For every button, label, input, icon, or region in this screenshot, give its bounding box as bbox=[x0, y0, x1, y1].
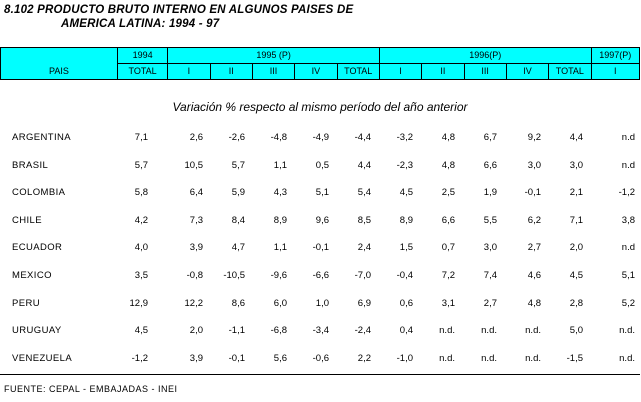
table-cell: -4,4 bbox=[354, 132, 371, 143]
table-cell: 0,6 bbox=[399, 297, 413, 309]
table-cell: 4,4 bbox=[357, 159, 371, 171]
table-title bbox=[4, 3, 353, 31]
table-cell: 7,1 bbox=[569, 214, 583, 226]
title-line-1: 8.102 PRODUCTO BRUTO INTERNO EN ALGUNOS PAISES DE bbox=[4, 4, 354, 16]
table-cell: 3,9 bbox=[189, 352, 203, 364]
table-cell: 8,5 bbox=[357, 214, 371, 226]
table-cell: -9,6 bbox=[270, 269, 287, 281]
table-cell: -6,8 bbox=[270, 325, 287, 337]
table-cell: 7,3 bbox=[189, 214, 203, 226]
table-cell: n.d. bbox=[525, 325, 541, 337]
table-cell: 5,4 bbox=[357, 187, 371, 199]
header-1995-q4: IV bbox=[295, 64, 337, 80]
country-name: ECUADOR bbox=[12, 242, 63, 254]
table-cell: n.d bbox=[621, 159, 635, 171]
table-cell: 2,4 bbox=[357, 242, 371, 254]
table-cell: 8,9 bbox=[399, 214, 413, 226]
table-cell: 4,8 bbox=[527, 297, 541, 309]
country-name: VENEZUELA bbox=[12, 352, 73, 364]
country-name: ARGENTINA bbox=[12, 132, 72, 143]
table-cell: 7,4 bbox=[483, 269, 497, 281]
table-row bbox=[0, 152, 640, 180]
table-cell: 5,1 bbox=[315, 187, 329, 199]
table-cell: -0,1 bbox=[312, 242, 329, 254]
table-cell: 4,8 bbox=[441, 132, 455, 143]
table-cell: -7,0 bbox=[354, 269, 371, 281]
table-cell: 4,8 bbox=[441, 159, 455, 171]
table-cell: 6,6 bbox=[483, 159, 497, 171]
table-cell: -1,5 bbox=[566, 352, 583, 364]
table-cell: -3,4 bbox=[312, 325, 329, 337]
table-cell: 3,0 bbox=[527, 159, 541, 171]
table-cell: -0,8 bbox=[186, 269, 203, 281]
table-cell: -4,9 bbox=[312, 132, 329, 143]
table-cell: 4,0 bbox=[134, 242, 148, 254]
table-cell: n.d. bbox=[439, 325, 455, 337]
table-cell: -2,4 bbox=[354, 325, 371, 337]
country-name: CHILE bbox=[12, 214, 42, 226]
header-pais: PAIS bbox=[1, 64, 118, 80]
table-cell: 2,0 bbox=[189, 325, 203, 337]
table-cell: -0,4 bbox=[396, 269, 413, 281]
table-cell: 2,1 bbox=[569, 187, 583, 199]
table-cell: -6,6 bbox=[312, 269, 329, 281]
table-cell: 2,7 bbox=[527, 242, 541, 254]
header-1995-q2: II bbox=[210, 64, 252, 80]
title-line-2: AMERICA LATINA: 1994 - 97 bbox=[61, 18, 220, 30]
table-cell: n.d. bbox=[439, 352, 455, 364]
header-1996-q1: I bbox=[379, 64, 421, 80]
table-cell: -4,8 bbox=[270, 132, 287, 143]
table-cell: 3,8 bbox=[621, 214, 635, 226]
table-cell: -1,0 bbox=[396, 352, 413, 364]
footer-divider bbox=[0, 374, 640, 375]
table-cell: 3,5 bbox=[134, 269, 148, 281]
table-cell: 2,2 bbox=[357, 352, 371, 364]
table-row bbox=[0, 290, 640, 318]
table-cell: n.d. bbox=[619, 325, 635, 337]
table-cell: 6,2 bbox=[527, 214, 541, 226]
table-cell: 6,6 bbox=[441, 214, 455, 226]
country-name: PERU bbox=[12, 297, 40, 309]
table-subtitle: Variación % respecto al mismo período del año anterior bbox=[172, 100, 468, 114]
header-year-1997: 1997(P) bbox=[591, 48, 639, 64]
header-pais-top bbox=[1, 48, 118, 64]
header-year-1996: 1996(P) bbox=[379, 48, 591, 64]
table-cell: n.d. bbox=[481, 352, 497, 364]
table-cell: 5,8 bbox=[134, 187, 148, 199]
table-cell: -2,3 bbox=[396, 159, 413, 171]
table-cell: 0,7 bbox=[441, 242, 455, 254]
table-cell: 5,7 bbox=[134, 159, 148, 171]
table-cell: -1,2 bbox=[618, 187, 635, 199]
table-cell: 2,0 bbox=[569, 242, 583, 254]
header-1995-q1: I bbox=[168, 64, 210, 80]
table-cell: -2,6 bbox=[228, 132, 245, 143]
header-1995-q3: III bbox=[252, 64, 294, 80]
table-cell: -0,1 bbox=[228, 352, 245, 364]
table-body bbox=[0, 124, 640, 372]
table-cell: 4,5 bbox=[134, 325, 148, 337]
table-row bbox=[0, 262, 640, 290]
table-cell: 6,9 bbox=[357, 297, 371, 309]
header-1994-total: TOTAL bbox=[117, 64, 167, 80]
table-cell: 3,0 bbox=[569, 159, 583, 171]
table-cell: 4,5 bbox=[399, 187, 413, 199]
table-header bbox=[0, 47, 640, 81]
table-cell: 8,6 bbox=[231, 297, 245, 309]
table-cell: 5,1 bbox=[621, 269, 635, 281]
table-cell: -1,2 bbox=[131, 352, 148, 364]
table-cell: 7,2 bbox=[441, 269, 455, 281]
country-name: URUGUAY bbox=[12, 325, 62, 337]
table-row bbox=[0, 207, 640, 235]
table-cell: 0,5 bbox=[315, 159, 329, 171]
header-year-1995: 1995 (P) bbox=[168, 48, 380, 64]
table-cell: 0,4 bbox=[399, 325, 413, 337]
table-cell: 5,0 bbox=[569, 325, 583, 337]
header-1997-q1: I bbox=[591, 64, 639, 80]
header-1996-total: TOTAL bbox=[549, 64, 591, 80]
table-cell: 1,9 bbox=[483, 187, 497, 199]
source-note: FUENTE: CEPAL - EMBAJADAS - INEI bbox=[4, 384, 178, 394]
table-cell: 12,2 bbox=[184, 297, 203, 309]
table-cell: n.d. bbox=[619, 352, 635, 364]
table-cell: 4,3 bbox=[273, 187, 287, 199]
table-cell: -3,2 bbox=[396, 132, 413, 143]
table-row bbox=[0, 317, 640, 345]
country-name: MEXICO bbox=[12, 269, 52, 281]
table-cell: 2,6 bbox=[189, 132, 203, 143]
table-cell: -0,1 bbox=[524, 187, 541, 199]
table-cell: 6,0 bbox=[273, 297, 287, 309]
table-cell: 5,2 bbox=[621, 297, 635, 309]
table-cell: 6,4 bbox=[189, 187, 203, 199]
table-cell: 6,7 bbox=[483, 132, 497, 143]
table-cell: 3,1 bbox=[441, 297, 455, 309]
table-cell: n.d. bbox=[525, 352, 541, 364]
table-cell: 9,2 bbox=[527, 132, 541, 143]
header-1995-total: TOTAL bbox=[337, 64, 379, 80]
header-1996-q3: III bbox=[464, 64, 506, 80]
table-cell: 5,7 bbox=[231, 159, 245, 171]
table-row bbox=[0, 234, 640, 262]
table-cell: 1,1 bbox=[273, 242, 287, 254]
table-cell: 2,5 bbox=[441, 187, 455, 199]
table-row bbox=[0, 124, 640, 152]
table-cell: 12,9 bbox=[129, 297, 148, 309]
table-cell: 9,6 bbox=[315, 214, 329, 226]
header-1996-q4: IV bbox=[506, 64, 548, 80]
header-1996-q2: II bbox=[422, 64, 464, 80]
table-cell: 8,4 bbox=[231, 214, 245, 226]
table-cell: 1,5 bbox=[399, 242, 413, 254]
table-cell: 8,9 bbox=[273, 214, 287, 226]
table-cell: 4,6 bbox=[527, 269, 541, 281]
table-cell: 4,2 bbox=[134, 214, 148, 226]
table-cell: n.d. bbox=[481, 325, 497, 337]
table-cell: 2,8 bbox=[569, 297, 583, 309]
table-row bbox=[0, 345, 640, 373]
table-cell: 4,7 bbox=[231, 242, 245, 254]
header-year-1994: 1994 bbox=[117, 48, 167, 64]
table-cell: -10,5 bbox=[223, 269, 245, 281]
table-row bbox=[0, 179, 640, 207]
table-cell: 10,5 bbox=[184, 159, 203, 171]
table-cell: 5,9 bbox=[231, 187, 245, 199]
table-cell: 3,0 bbox=[483, 242, 497, 254]
table-cell: n.d bbox=[621, 132, 635, 143]
table-cell: 5,5 bbox=[483, 214, 497, 226]
table-cell: 4,4 bbox=[569, 132, 583, 143]
table-cell: -1,1 bbox=[228, 325, 245, 337]
table-cell: n.d bbox=[621, 242, 635, 254]
country-name: COLOMBIA bbox=[12, 187, 66, 199]
table-cell: 1,1 bbox=[273, 159, 287, 171]
table-cell: 5,6 bbox=[273, 352, 287, 364]
table-cell: 2,7 bbox=[483, 297, 497, 309]
table-cell: 3,9 bbox=[189, 242, 203, 254]
table-cell: 1,0 bbox=[315, 297, 329, 309]
table-cell: 4,5 bbox=[569, 269, 583, 281]
table-cell: 7,1 bbox=[134, 132, 148, 143]
table-cell: -0,6 bbox=[312, 352, 329, 364]
country-name: BRASIL bbox=[12, 159, 49, 171]
